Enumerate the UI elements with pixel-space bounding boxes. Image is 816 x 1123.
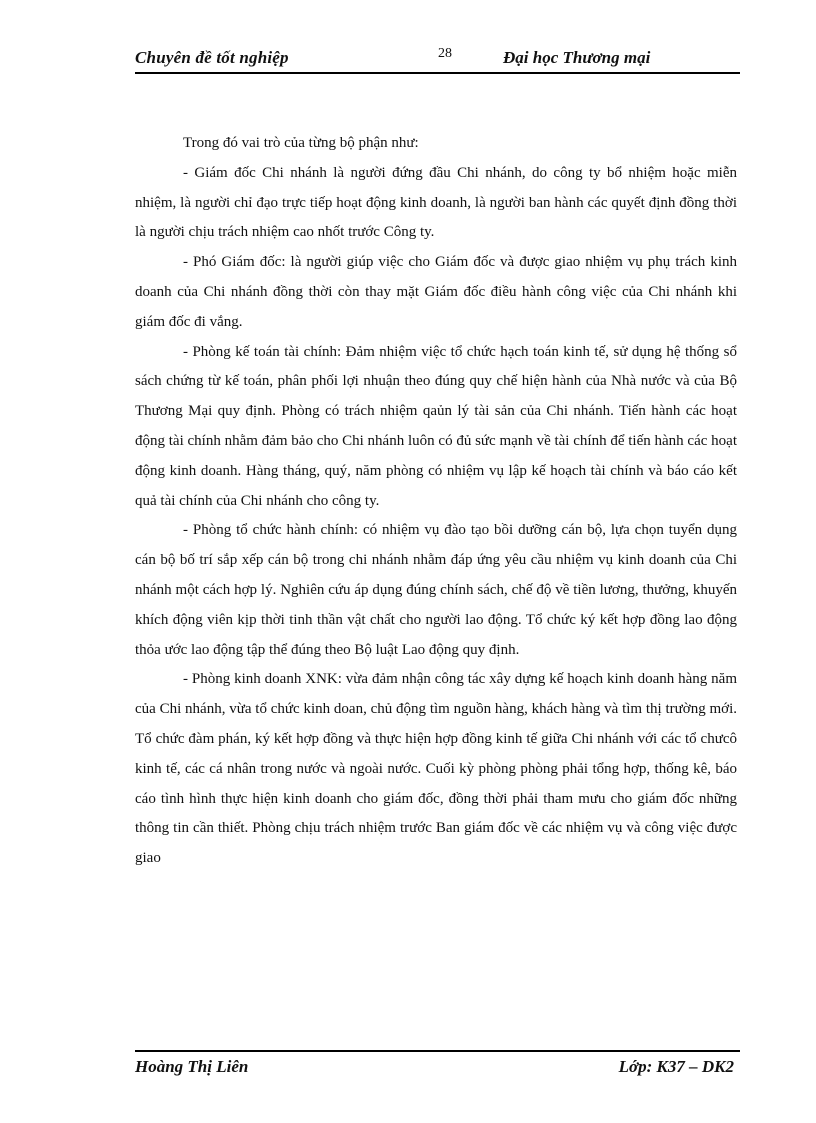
footer-author: Hoàng Thị Liên — [135, 1057, 249, 1076]
page-footer — [135, 1050, 740, 1076]
paragraph-import-export-department: - Phòng kinh doanh XNK: vừa đảm nhận công tác xây dựng kế hoạch kinh doanh hàng năm của Chi nhánh, vừa tổ chức kinh doan, chủ động tìm nguồn hàng, khách hàng và tìm thị trường mới. Tổ chức đàm phán, ký kết hợp đồng và thực hiện hợp đồng kinh tế giữa Chi nhánh với các tổ chưcô kinh tế, các cá nhân trong nước và ngoài nước. Cuối kỳ phòng phòng phải tổng hợp, thống kê, báo cáo tình hình thực hiện kinh doanh cho giám đốc, đồng thời phải tham mưu cho giám đốc những thông tin cần thiết. Phòng chịu trách nhiệm trước Ban giám đốc về các nhiệm vụ và công việc được giao — [135, 671, 737, 867]
intro-paragraph: Trong đó vai trò của từng bộ phận như: — [183, 135, 419, 151]
paragraph-hr-department: - Phòng tổ chức hành chính: có nhiệm vụ đào tạo bồi dưỡng cán bộ, lựa chọn tuyển dụng cán bộ bố trí sắp xếp cán bộ trong chi nhánh nhằm đáp ứng yêu cầu nhiệm vụ kinh doanh của Chi nhánh một cách hợp lý. Nghiên cứu áp dụng đúng chính sách, chế độ về tiền lương, thưởng, khuyến khích động viên kịp thời tinh thần vật chất cho người lao động. Tổ chức ký kết hợp đồng lao động thỏa ước lao động tập thể đúng theo Bộ luật Lao động quy định. — [135, 522, 737, 658]
header-document-type: Chuyên đề tốt nghiệp — [135, 48, 289, 67]
page-number: 28 — [438, 46, 452, 61]
footer-class: Lớp: K37 – DK2 — [618, 1057, 734, 1076]
page-body — [135, 129, 737, 874]
paragraph-accounting-department: - Phòng kế toán tài chính: Đảm nhiệm việc tổ chức hạch toán kinh tế, sử dụng hệ thống sổ sách chứng từ kế toán, phân phối lợi nhuận theo đúng quy chế hiện hành của Nhà nước và của Bộ Thương Mại quy định. Phòng có trách nhiệm qaủn lý tài sản của Chi nhánh. Tiến hành các hoạt động tài chính nhằm đảm bảo cho Chi nhánh luôn có đủ sức mạnh về tài chính để tiến hành các hoạt động kinh doanh. Hàng tháng, quý, năm phòng có nhiệm vụ lập kế hoạch tài chính và báo cáo kết quả tài chính của Chi nhánh cho công ty. — [135, 343, 737, 509]
page-header — [135, 48, 740, 74]
paragraph-deputy-director: - Phó Giám đốc: là người giúp việc cho Giám đốc và được giao nhiệm vụ phụ trách kinh doanh của Chi nhánh đồng thời còn thay mặt Giám đốc điều hành công việc của Chi nhánh khi giám đốc đi vắng. — [135, 254, 737, 330]
paragraph-branch-director: - Giám đốc Chi nhánh là người đứng đầu Chi nhánh, do công ty bổ nhiệm hoặc miễn nhiệm, là người chỉ đạo trực tiếp hoạt động kinh doanh, là người ban hành các quyết định đồng thời là người chịu trách nhiệm cao nhốt trước Công ty. — [135, 164, 737, 241]
header-university: Đại học Thương mại — [503, 48, 651, 67]
